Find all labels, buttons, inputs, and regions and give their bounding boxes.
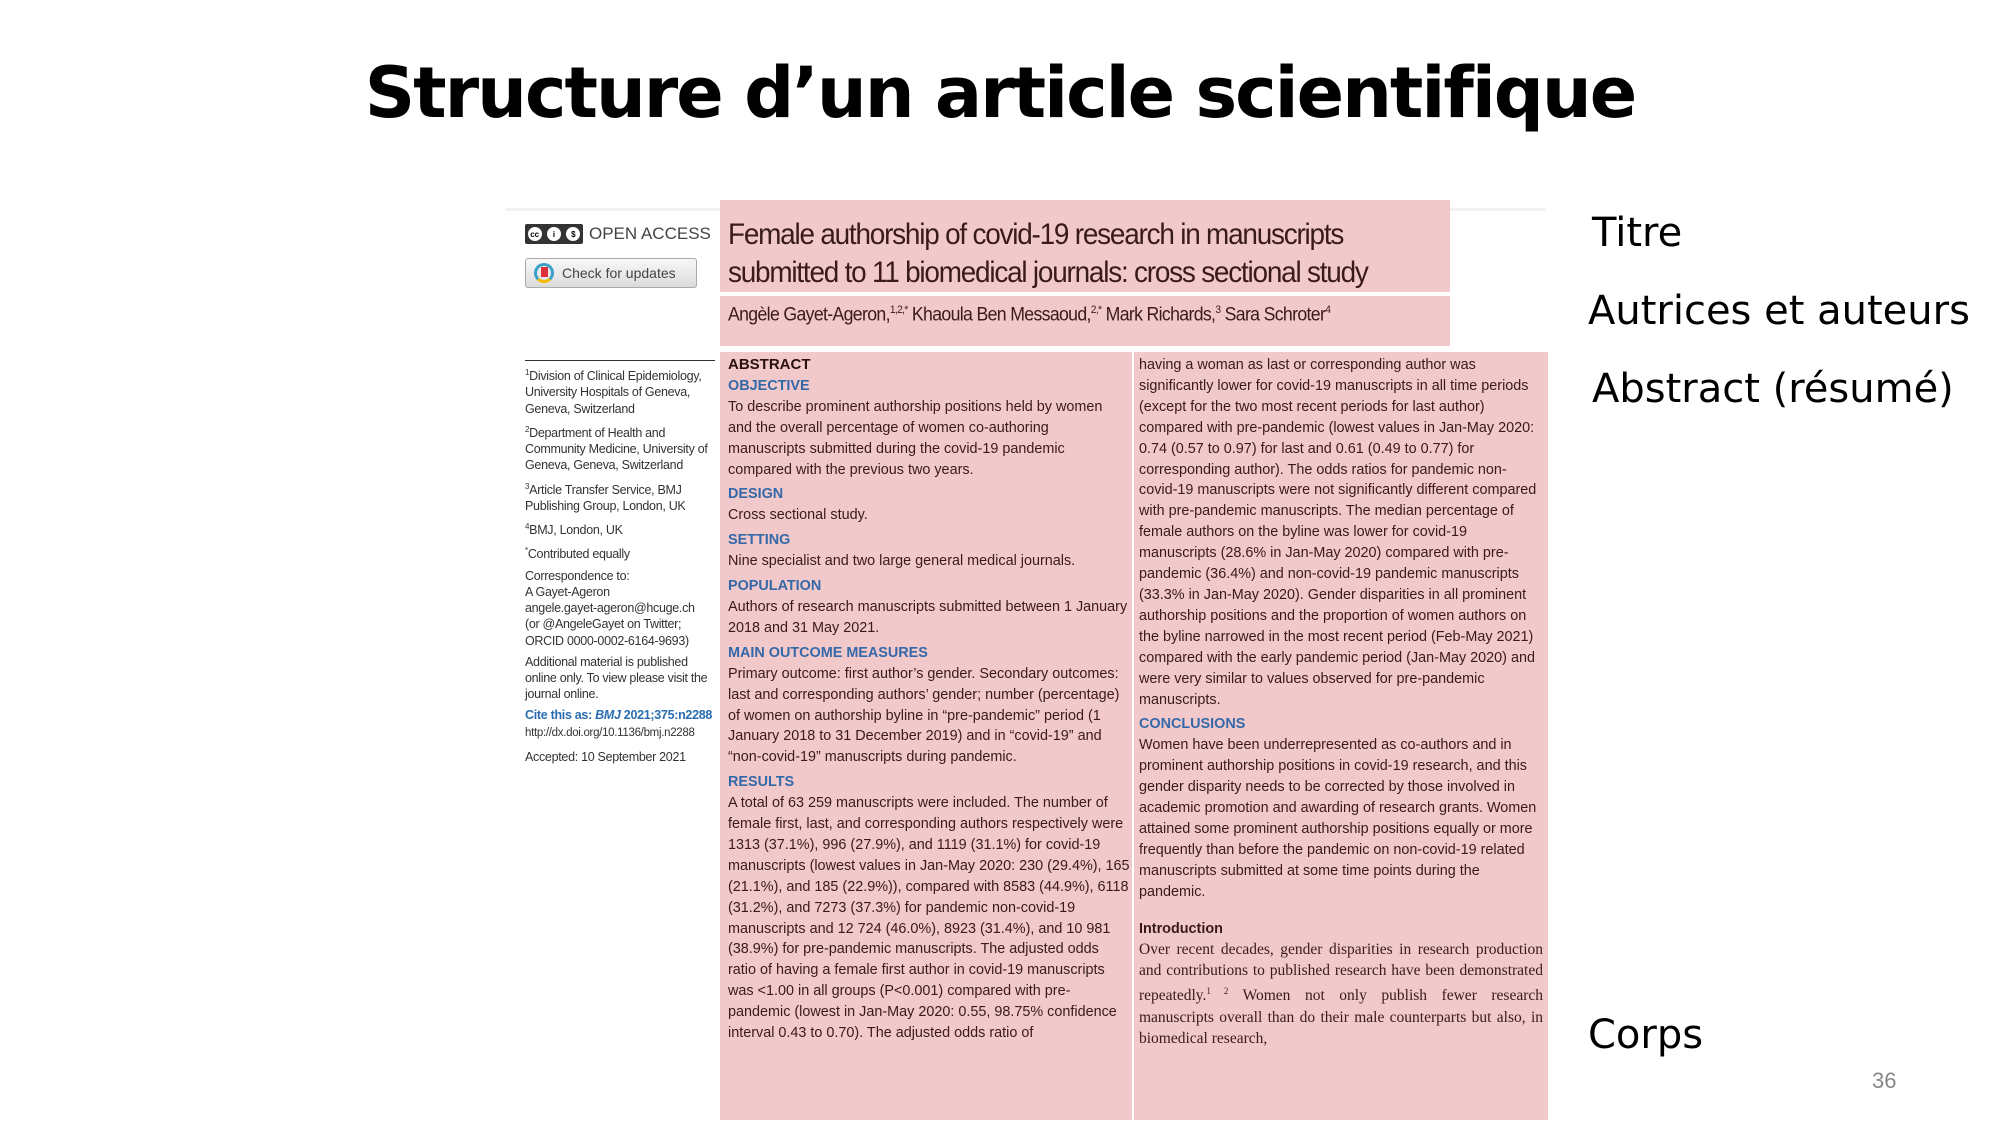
email-link[interactable]: angele.gayet-ageron@hcuge.ch (525, 601, 695, 616)
additional-material: Additional material is published online only. To view please visit the journal online. (525, 654, 708, 702)
open-access-label: OPEN ACCESS (589, 224, 711, 243)
label-auteurs: Autrices et auteurs (1588, 288, 1970, 334)
abstract-heading: ABSTRACT (728, 356, 811, 373)
contributed-equally: *Contributed equally (525, 546, 630, 562)
abstract-column-left (728, 355, 1130, 1048)
correspondence: Correspondence to: A Gayet-Ageron angele.gayet-ageron@hcuge.ch (or @AngeleGayet on Twitter; ORCID 0000-0002-6164-9693) (525, 568, 695, 648)
affiliation-4: $^4$BMJ, London, UK (525, 522, 623, 538)
affiliation-2: $^2$Department of Health and Community Medicine, University of Geneva, Geneva, Switzerland (525, 424, 708, 473)
label-titre: Titre (1592, 210, 1683, 256)
label-corps: Corps (1588, 1012, 1704, 1058)
article-title: Female authorship of covid-19 research in manuscripts submitted to 11 biomedical journals: cross sectional study (728, 218, 1368, 289)
bookmark-icon (534, 263, 554, 283)
abstract-conclusions: CONCLUSIONS Women have been underrepresented as co-authors and in prominent authorship positions in covid-19 research, and this gender disparity needs to be corrected by those involved in academic promotion and awarding of research grants. Women attained some prominent authorship positions equally or more frequently than before the pandemic on non-covid-19 related manuscripts submitted at some time points during the pandemic. (1139, 716, 1537, 900)
abstract-column-right (1139, 355, 1543, 1049)
open-access-row (525, 224, 715, 244)
abstract-population: POPULATION Authors of research manuscripts submitted between 1 January 2018 and 31 May 2021. (728, 578, 1128, 636)
affiliations (525, 360, 715, 770)
abstract-design: DESIGN Cross sectional study. (728, 486, 868, 524)
slide-title: Structure d’un article scientifique (364, 52, 1636, 134)
doi-link[interactable]: http://dx.doi.org/10.1136/bmj.n2288 (525, 726, 695, 739)
article-screenshot (505, 200, 1545, 1125)
check-for-updates-button[interactable] (525, 258, 697, 288)
article-authors: Angèle Gayet-Ageron,$^{1,2,*}$ Khaoula Ben Messaoud,$^{2,*}$ Mark Richards,$^3$ Sara Schroter$^4$ (728, 304, 1331, 326)
label-abstract: Abstract (résumé) (1592, 366, 1954, 412)
article-sidebar (525, 224, 715, 288)
affiliation-3: $^3$Article Transfer Service, BMJ Publishing Group, London, UK (525, 481, 686, 513)
abstract-outcomes: MAIN OUTCOME MEASURES Primary outcome: first author’s gender. Secondary outcomes: last and corresponding authors’ gender; number (percentage) of women on authorship byline in “pre-pandemic” period (1 January 2018 to 31 December 2019) and in “covid-19” and “non-covid-19” manuscripts during pandemic. (728, 644, 1120, 766)
page-number: 36 (1872, 1068, 1897, 1093)
accepted-date: Accepted: 10 September 2021 (525, 749, 686, 764)
check-for-updates-label: Check for updates (562, 265, 676, 281)
abstract-setting: SETTING Nine specialist and two large general medical journals. (728, 532, 1076, 570)
introduction-heading: Introduction (1139, 920, 1223, 937)
abstract-results-continued: having a woman as last or corresponding author was significantly lower for covid-19 manuscripts in all time periods (except for the two most recent periods for last author) compared with pre-pandemic (lowest values in Jan-May 2020: 0.74 (0.57 to 0.97) for last and 0.61 (0.49 to 0.77) for corresponding author). The odds ratios for pandemic non-covid-19 manuscripts were not significantly different compared with pre-pandemic manuscripts. The median percentage of female authors on the byline was lower for covid-19 manuscripts (28.6% in Jan-May 2020) compared with pre-pandemic (36.4%) and non-covid-19 pandemic manuscripts (33.3% in Jan-May 2020). Gender disparities in all prominent authorship positions and the proportion of women authors on the byline narrowed in the most recent period (Feb-May 2021) compared with the early pandemic period (Jan-May 2020) and were very similar to values observed for pre-pandemic manuscripts. (1139, 357, 1537, 708)
citation: Cite this as: BMJ 2021;375:n2288 http://dx.doi.org/10.1136/bmj.n2288 (525, 708, 713, 739)
cc-by-nc-icon: cc i $ (525, 224, 583, 244)
abstract-results: RESULTS A total of 63 259 manuscripts were included. The number of female first, last, and corresponding authors respectively were 1313 (37.1%), 996 (27.9%), and 1119 (31.1%) for covid-19 manuscripts (lowest values in Jan-May 2020: 230 (29.4%), 165 (21.1%), and 185 (22.9%)), compared with 8583 (44.9%), 6118 (31.2%), and 7273 (37.3%) for pandemic non-covid-19 manuscripts and 12 724 (46.0%), 8923 (31.4%), and 10 981 (38.9%) for pre-pandemic manuscripts. The adjusted odds ratio of having a female first author in covid-19 manuscripts was <1.00 in all groups (P<0.001) compared with pre-pandemic (lowest in Jan-May 2020: 0.55, 98.75% confidence interval 0.43 to 0.70). The adjusted odds ratio of (728, 774, 1130, 1042)
introduction-body: Over recent decades, gender disparities in research production and contributions to published research have been demonstrated repeatedly.$^{1 2}$ Women not only publish fewer research manuscripts overall than do their male counterparts but also, in biomedical research, (1139, 941, 1544, 1047)
abstract-objective: OBJECTIVE To describe prominent authorship positions held by women and the overall percentage of women co-authoring manuscripts submitted during the covid-19 pandemic compared with the previous two years. (728, 377, 1103, 478)
affiliation-1: $^1$Division of Clinical Epidemiology, University Hospitals of Geneva, Geneva, Switzerland (525, 368, 702, 416)
